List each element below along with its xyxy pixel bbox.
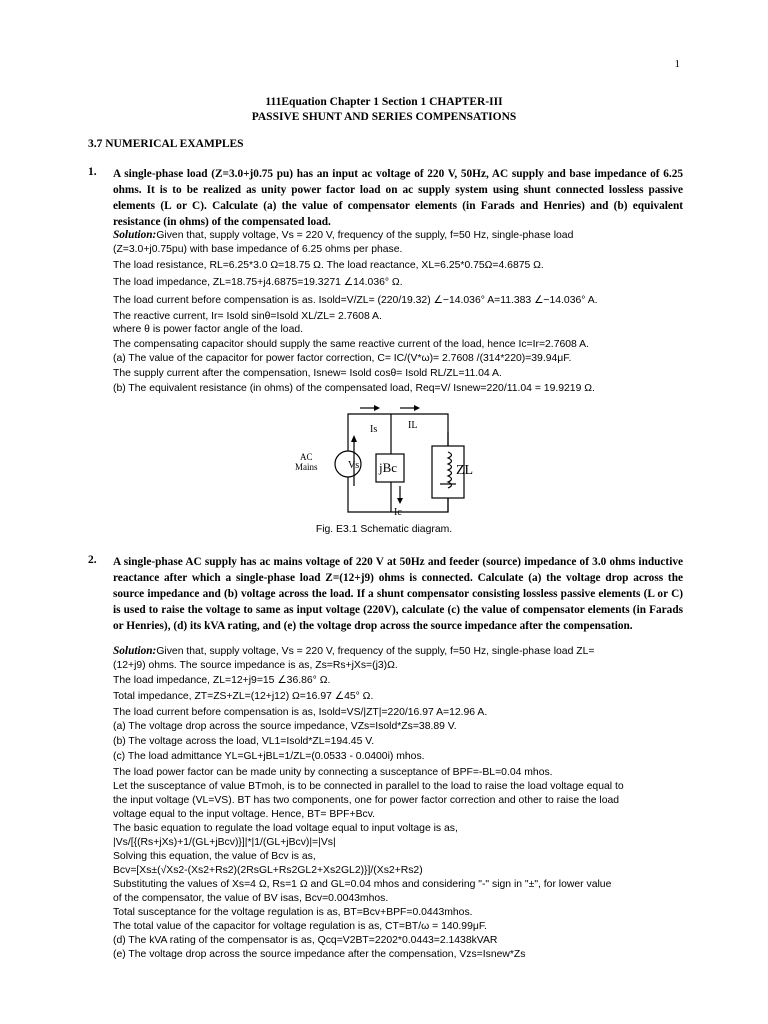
solution-line: (d) The kVA rating of the compensator is as, Qcq=V2BT=2202*0.0443=2.1438kVAR bbox=[113, 935, 498, 946]
schematic-diagram bbox=[290, 398, 490, 520]
zl-label: ZL bbox=[456, 463, 474, 478]
solution-line: |Vs/[{(Rs+jXs)+1/(GL+jBcv)}]|*|1/(GL+jBcv)|=|Vs| bbox=[113, 837, 336, 848]
solution-line: (Z=3.0+j0.75pu) with base impedance of 6.25 ohms per phase. bbox=[113, 244, 403, 255]
solution-line: (e) The voltage drop across the source impedance after the compensation, Vzs=Isnew*Zs bbox=[113, 949, 526, 960]
solution-line: (a) The voltage drop across the source impedance, VZs=Isold*Zs=38.89 V. bbox=[113, 721, 457, 732]
solution-label: Solution: bbox=[113, 229, 157, 241]
solution-line: The load resistance, RL=6.25*3.0 Ω=18.75 Ω. The load reactance, XL=6.25*0.75Ω=4.6875 Ω. bbox=[113, 260, 544, 271]
solution-line: Solution:Given that, supply voltage, Vs = 220 V, frequency of the supply, f=50 Hz, single-phase load bbox=[113, 229, 574, 241]
solution-line: The load current before compensation is as. Isold=V/ZL= (220/19.32) ∠−14.036° A=11.383 ∠−14.036° A. bbox=[113, 295, 598, 306]
solution-line: the input voltage (VL=VS). BT has two components, one for power factor correction and other to raise the load bbox=[113, 795, 620, 806]
solution-line: The reactive current, Ir= Isold sinθ=Isold XL/ZL= 2.7608 A. bbox=[113, 311, 382, 322]
solution-label: Solution: bbox=[113, 645, 157, 657]
solution-line: (c) The load admittance YL=GL+jBL=1/ZL=(0.0533 - 0.0400i) mhos. bbox=[113, 751, 425, 762]
solution-line: The load impedance, ZL=12+j9=15 ∠36.86° Ω. bbox=[113, 675, 331, 686]
chapter-heading: 111Equation Chapter 1 Section 1 CHAPTER-III bbox=[265, 96, 503, 108]
solution-line: The load power factor can be made unity by connecting a susceptance of BPF=-BL=0.04 mhos. bbox=[113, 767, 553, 778]
solution-line: Total susceptance for the voltage regulation is as, BT=Bcv+BPF=0.0443mhos. bbox=[113, 907, 473, 918]
solution-line: The load impedance, ZL=18.75+j4.6875=19.3271 ∠14.036° Ω. bbox=[113, 277, 403, 288]
problem-number: 1. bbox=[88, 166, 97, 178]
ac-label: AC bbox=[300, 452, 313, 462]
solution-line: (12+j9) ohms. The source impedance is as, Zs=Rs+jXs=(j3)Ω. bbox=[113, 660, 398, 671]
solution-line: where θ is power factor angle of the load. bbox=[113, 324, 304, 335]
solution-line: Let the susceptance of value BTmoh, is to be connected in parallel to the load to raise the load voltage equal to bbox=[113, 781, 624, 792]
solution-line: of the compensator, the value of BV isas, Bcv=0.0043mhos. bbox=[113, 893, 389, 904]
solution-line: voltage equal to the input voltage. Hence, BT= BPF+Bcv. bbox=[113, 809, 376, 820]
solution-line: (b) The equivalent resistance (in ohms) of the compensated load, Req=V/ Isnew=220/11.04 = 19.9219 Ω. bbox=[113, 383, 595, 394]
mains-label: Mains bbox=[295, 462, 318, 472]
section-title: 3.7 NUMERICAL EXAMPLES bbox=[88, 138, 244, 150]
problem-statement: A single-phase load (Z=3.0+j0.75 pu) has an input ac voltage of 220 V, 50Hz, AC supply and base impedance of 6.25 ohms. It is to be realized as unity power factor load on ac supply system using shunt connected lossless passive elements (L or C). Calculate (a) the value of compensator elements (in Farads and Henries) and (b) equivalent resistance (in ohms) of the compensated load. bbox=[113, 168, 683, 228]
solution-line: Substituting the values of Xs=4 Ω, Rs=1 Ω and GL=0.04 mhos and considering "-" sign in "±", for lower value bbox=[113, 879, 612, 890]
problem-number: 2. bbox=[88, 554, 97, 566]
solution-line: (b) The voltage across the load, VL1=Isold*ZL=194.45 V. bbox=[113, 736, 375, 747]
solution-line: Total impedance, ZT=ZS+ZL=(12+j12) Ω=16.97 ∠45° Ω. bbox=[113, 691, 374, 702]
jbc-label: jBc bbox=[379, 460, 398, 475]
solution-line: The basic equation to regulate the load voltage equal to input voltage is as, bbox=[113, 823, 458, 834]
solution-line: The total value of the capacitor for voltage regulation is as, CT=BT/ω = 140.99μF. bbox=[113, 921, 487, 932]
page-number: 1 bbox=[674, 58, 680, 70]
solution-line: The compensating capacitor should supply the same reactive current of the load, hence Ic=Ir=2.7608 A. bbox=[113, 339, 589, 350]
solution-line: Bcv=[Xs±(√Xs2-(Xs2+Rs2)(2RsGL+Rs2GL2+Xs2GL2)}]/(Xs2+Rs2) bbox=[113, 865, 423, 876]
il-label: IL bbox=[408, 420, 418, 431]
solution-line: (a) The value of the capacitor for power factor correction, C= IC/(V*ω)= 2.7608 /(314*220)=39.94μF. bbox=[113, 353, 572, 364]
solution-line: The supply current after the compensation, Isnew= Isold cosθ= Isold RL/ZL=11.04 A. bbox=[113, 368, 502, 379]
problem-statement: A single-phase AC supply has ac mains voltage of 220 V at 50Hz and feeder (source) impedance of 3.0 ohms inductive reactance after which a single-phase load Z=(12+j9) ohms is connected. Calculate (a) the voltage drop across the source impedance and (b) voltage across the load. If a shunt compensator consisting lossless passive elements (L or C) is used to raise the voltage to same as input voltage (220V), calculate (c) the value of compensator elements (in Farads or Henries), (d) its kVA rating, and (e) the voltage drop across the source impedance after the compensation. bbox=[113, 556, 683, 632]
figure-caption: Fig. E3.1 Schematic diagram. bbox=[315, 524, 453, 535]
vs-label: Vs bbox=[348, 460, 360, 471]
solution-line: Solution:Given that, supply voltage, Vs = 220 V, frequency of the supply, f=50 Hz, single-phase load ZL= bbox=[113, 645, 595, 657]
solution-line: Solving this equation, the value of Bcv is as, bbox=[113, 851, 316, 862]
is-label: Is bbox=[370, 424, 378, 435]
ic-label: Ic bbox=[394, 507, 402, 518]
chapter-title: PASSIVE SHUNT AND SERIES COMPENSATIONS bbox=[251, 111, 517, 123]
solution-line: The load current before compensation is as, Isold=VS/|ZT|=220/16.97 A=12.96 A. bbox=[113, 707, 488, 718]
